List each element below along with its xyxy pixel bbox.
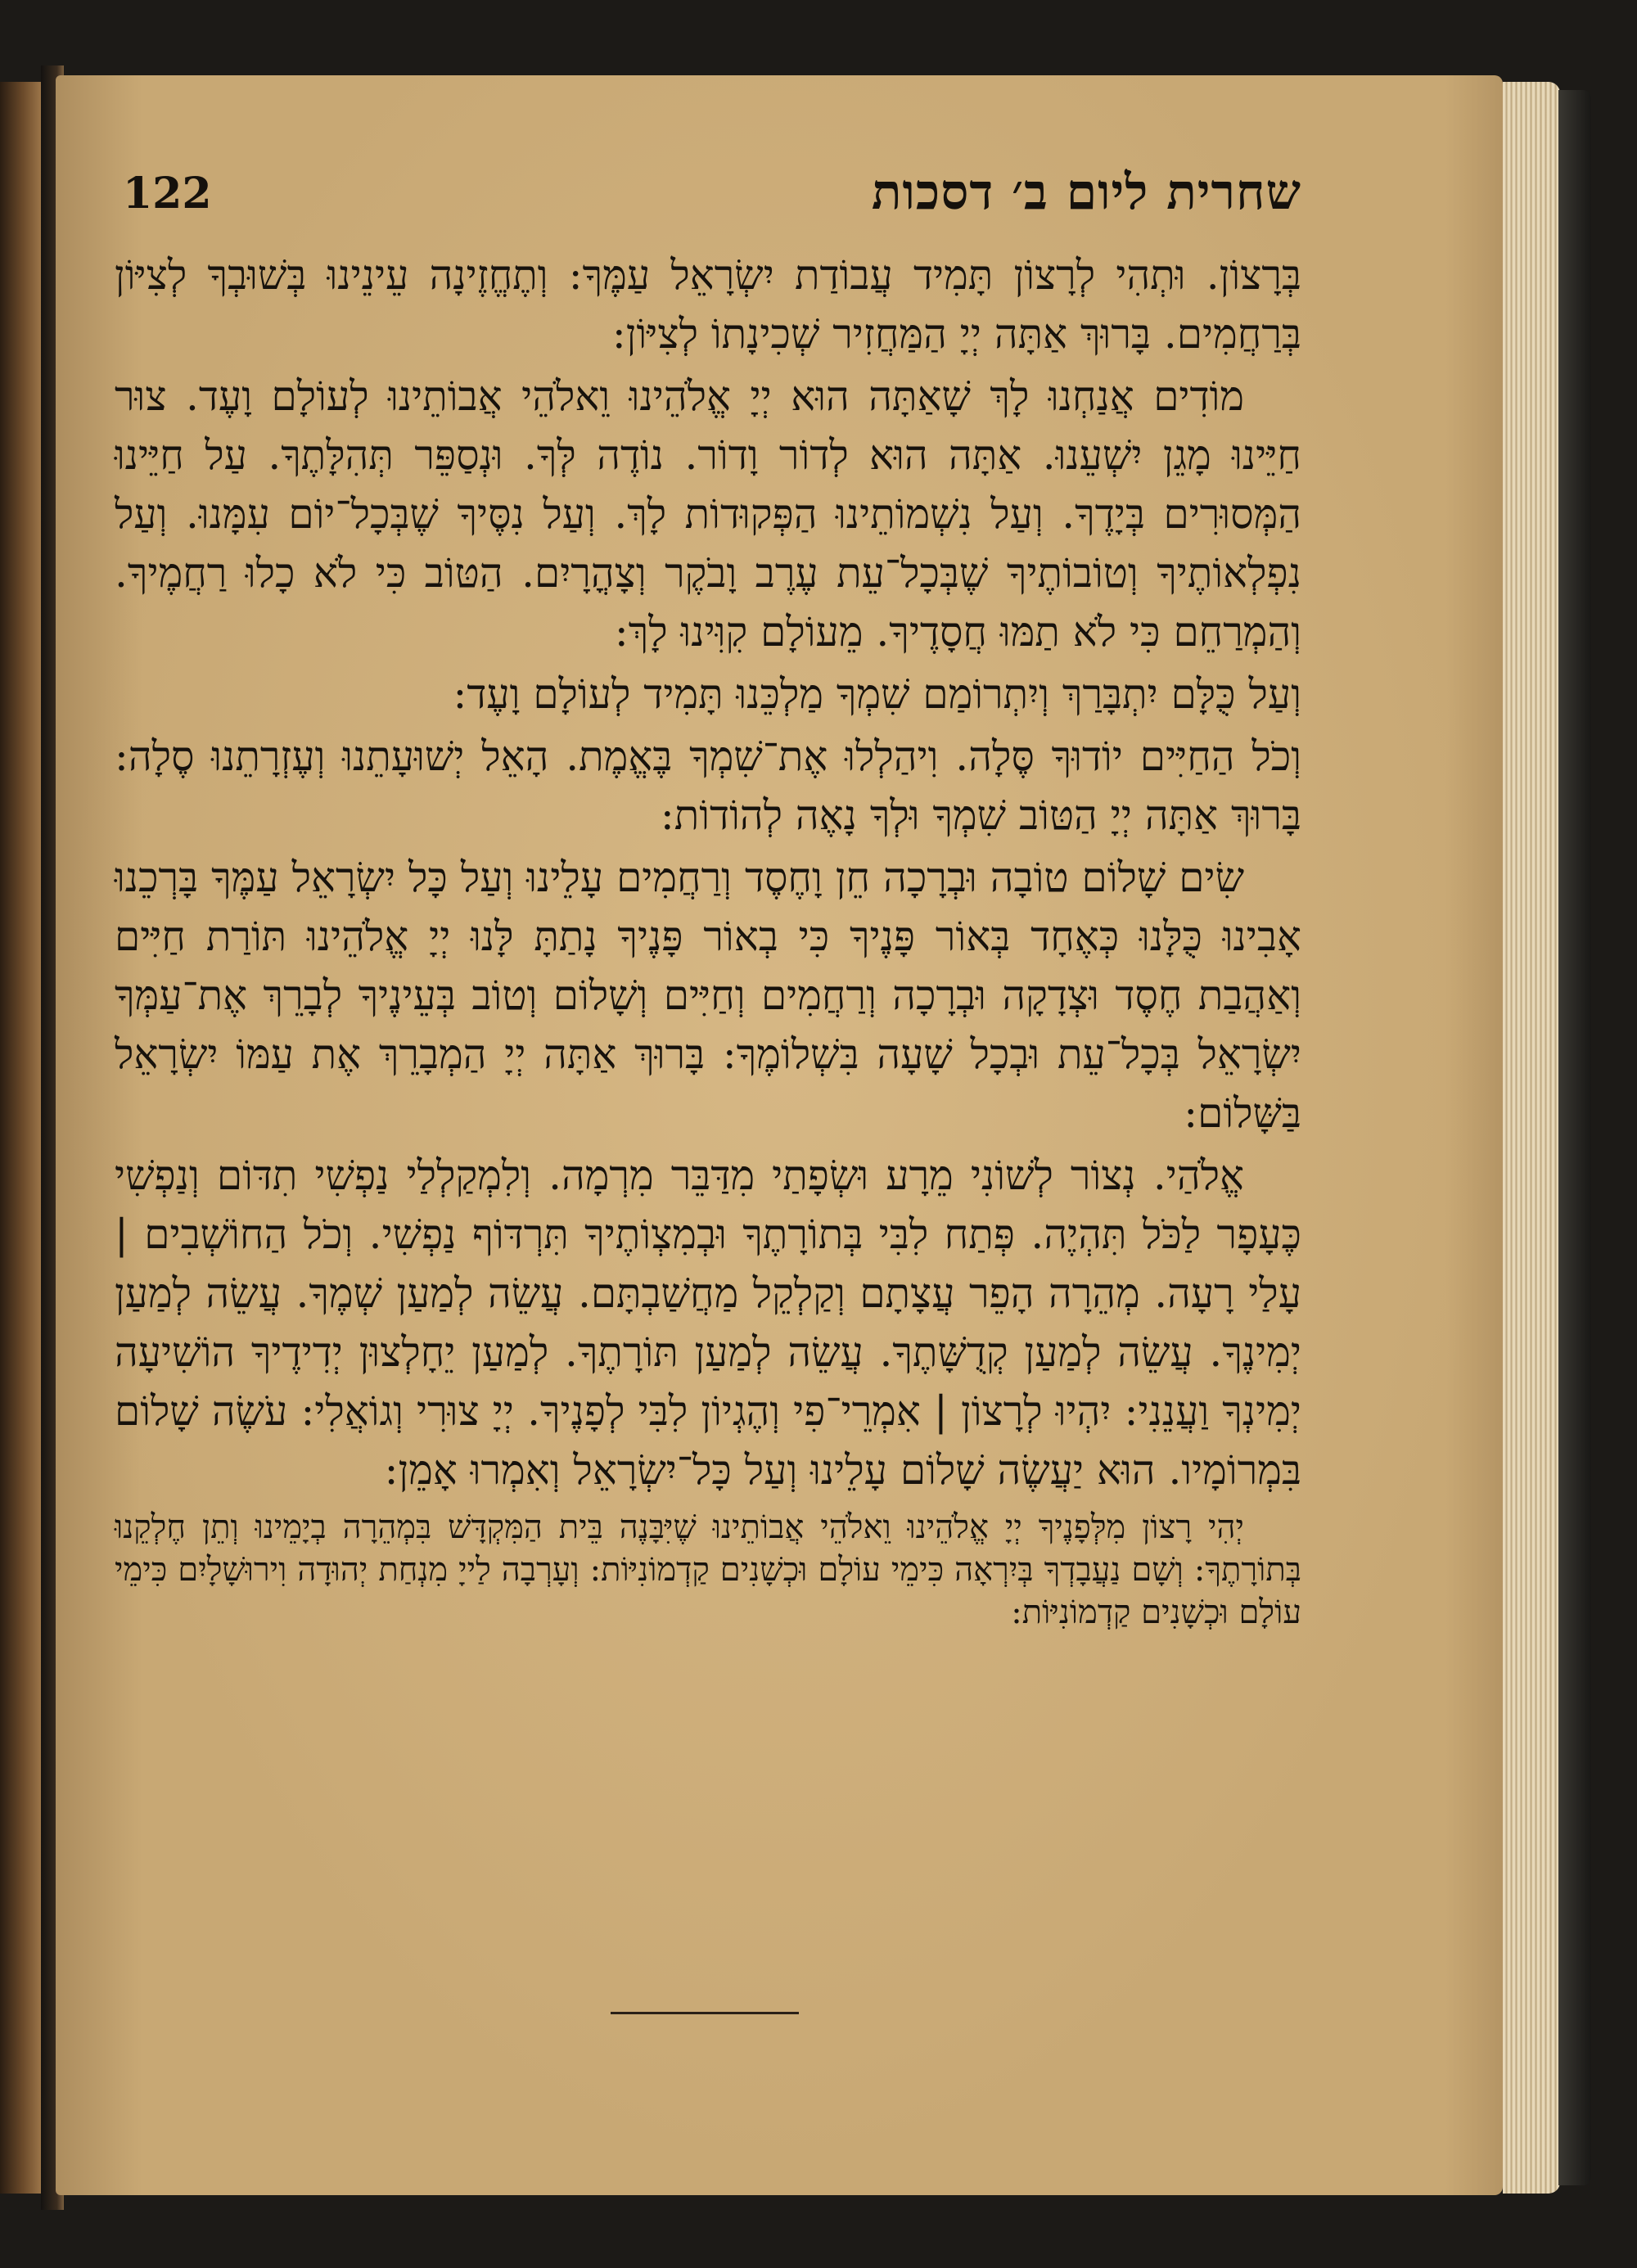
section-divider bbox=[611, 2012, 799, 2014]
book-cover-edge bbox=[1558, 90, 1591, 2185]
paragraph-elohai-netzor: אֱלֹהַי. נְצוֹר לְשׁוֹנִי מֵרָע וּשְׂפָתַי מִדַּבֵּר מִרְמָה. וְלִמְקַלְלַי נַפְשִׁי תִדּוֹם וְנַפְשִׁי כֶּעָפָר לַכֹּל תִּהְיֶה. פְּתַח לִבִּי בְּתוֹרָתֶךָ וּבְמִצְוֹתֶיךָ תִּרְדּוֹף נַפְשִׁי. וְכֹל הַחוֹשְׁבִים | עָלַי רָעָה. מְהֵרָה הָפֵר עֲצָתָם וְקַלְקֵל מַחֲשַׁבְתָּם. עֲשֵׂה לְמַעַן שְׁמֶךָ. עֲשֵׂה לְמַעַן יְמִינֶךָ. עֲשֵׂה לְמַעַן קְדֻשָּׁתֶךָ. עֲשֵׂה לְמַעַן תּוֹרָתֶךָ. לְמַעַן יֵחָלְצוּן יְדִידֶיךָ הוֹשִׁיעָה יְמִינְךָ וַעֲנֵנִי: יִהְיוּ לְרָצוֹן | אִמְרֵי־פִי וְהֶגְיוֹן לִבִּי לְפָנֶיךָ. יְיָ צוּרִי וְגוֹאֲלִי: עֹשֶׂה שָׁלוֹם בִּמְרוֹמָיו. הוּא יַעֲשֶׂה שָׁלוֹם עָלֵינוּ וְעַל כָּל־יִשְׂרָאֵל וְאִמְרוּ אָמֵן: bbox=[115, 1152, 1301, 1494]
paragraph-veal-kulam: וְעַל כֻּלָּם יִתְבָּרַךְ וְיִתְרוֹמַם שִׁמְךָ מַלְכֵּנוּ תָּמִיד לְעוֹלָם וָעֶד: bbox=[453, 670, 1301, 718]
paragraph-modim: מוֹדִים אֲנַחְנוּ לָךְ שָׁאַתָּה הוּא יְיָ אֱלֹהֵינוּ וֵאלֹהֵי אֲבוֹתֵינוּ לְעוֹלָם וָעֶד. צוּר חַיֵּינוּ מָגֵן יִשְׁעֵנוּ. אַתָּה הוּא לְדוֹר וָדוֹר. נוֹדֶה לְּךָ. וּנְסַפֵּר תְּהִלָּתֶךָ. עַל חַיֵּינוּ הַמְּסוּרִים בְּיָדֶךָ. וְעַל נִשְׁמוֹתֵינוּ הַפְּקוּדוֹת לָךְ. וְעַל נִסֶּיךָ שֶׁבְּכָל־יוֹם עִמָּנוּ. וְעַל נִפְלְאוֹתֶיךָ וְטוֹבוֹתֶיךָ שֶׁבְּכָל־עֵת עֶרֶב וָבֹקֶר וְצָהֳרָיִם. הַטּוֹב כִּי לֹא כָלוּ רַחֲמֶיךָ. וְהַמְרַחֵם כִּי לֹא תַמּוּ חֲסָדֶיךָ. מֵעוֹלָם קִוִּינוּ לָךְ: bbox=[115, 372, 1301, 656]
paragraph-1: בְּרָצוֹן. וּתְהִי לְרָצוֹן תָּמִיד עֲבוֹדַת יִשְׂרָאֵל עַמֶּךָ: וְתֶחֱזֶינָה עֵינֵינוּ בְּשׁוּבְךָ לְצִיּוֹן בְּרַחֲמִים. בָּרוּךְ אַתָּה יְיָ הַמַּחֲזִיר שְׁכִינָתוֹ לְצִיּוֹן: bbox=[115, 251, 1301, 358]
prayer-text bbox=[115, 246, 1301, 1634]
page-header bbox=[123, 164, 1301, 246]
page-title: שחרית ליום ב׳ דסכות bbox=[871, 164, 1301, 221]
paragraph-vechol-hachayim: וְכֹל הַחַיִּים יוֹדוּךָ סֶּלָה. וִיהַלְלוּ אֶת־שִׁמְךָ בֶּאֱמֶת. הָאֵל יְשׁוּעָתֵנוּ וְעֶזְרָתֵנוּ סֶלָה: בָּרוּךְ אַתָּה יְיָ הַטּוֹב שִׁמְךָ וּלְךָ נָאֶה לְהוֹדוֹת: bbox=[115, 733, 1301, 839]
page-stack-edge bbox=[1503, 82, 1560, 2194]
paragraph-sim-shalom: שִׂים שָׁלוֹם טוֹבָה וּבְרָכָה חֵן וָחֶסֶד וְרַחֲמִים עָלֵינוּ וְעַל כָּל יִשְׂרָאֵל עַמֶּךָ בָּרְכֵנוּ אָבִינוּ כֻּלָּנוּ כְּאֶחָד בְּאוֹר פָּנֶיךָ כִּי בְאוֹר פָּנֶיךָ נָתַתָּ לָּנוּ יְיָ אֱלֹהֵינוּ תּוֹרַת חַיִּים וְאַהֲבַת חֶסֶד וּצְדָקָה וּבְרָכָה וְרַחֲמִים וְחַיִּים וְשָׁלוֹם וְטוֹב בְּעֵינֶיךָ לְבָרֵךְ אֶת־עַמְּךָ יִשְׂרָאֵל בְּכָל־עֵת וּבְכָל שָׁעָה בִּשְׁלוֹמֶךָ: בָּרוּךְ אַתָּה יְיָ הַמְבָרֵךְ אֶת עַמּוֹ יִשְׂרָאֵל בַּשָּׁלוֹם: bbox=[115, 854, 1301, 1137]
paragraph-yehi-ratzon: יְהִי רָצוֹן מִלְּפָנֶיךָ יְיָ אֱלֹהֵינוּ וֵאלֹהֵי אֲבוֹתֵינוּ שֶׁיִּבָּנֶה בֵּית הַמִּקְדָּשׁ בִּמְהֵרָה בְיָמֵינוּ וְתֵן חֶלְקֵנוּ בְּתוֹרָתֶךָ: וְשָׁם נַעֲבָדְךָ בְּיִרְאָה כִּימֵי עוֹלָם וּכְשָׁנִים קַדְמוֹנִיּוֹת: וְעָרְבָה לַייָ מִנְחַת יְהוּדָה וִירוּשָׁלָיִם כִּימֵי עוֹלָם וּכְשָׁנִים קַדְמוֹנִיּוֹת: bbox=[115, 1508, 1301, 1631]
page-number: 122 bbox=[123, 169, 212, 219]
